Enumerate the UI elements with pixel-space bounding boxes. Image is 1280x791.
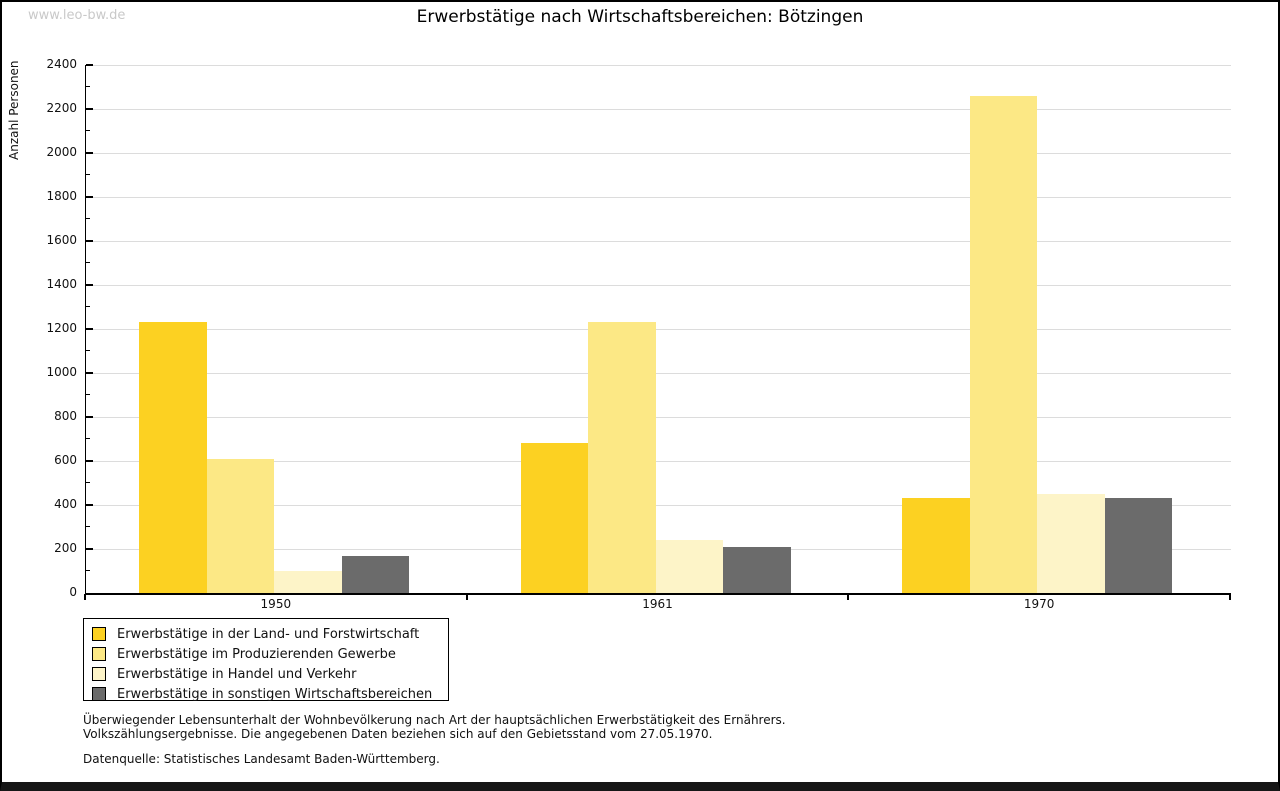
y-axis-major-tick [86, 416, 93, 418]
y-axis-minor-tick [86, 174, 90, 175]
legend-item-1 [92, 624, 448, 644]
chart-title: Erwerbstätige nach Wirtschaftsbereichen: Bötzingen [416, 7, 864, 27]
y-axis-major-tick [86, 108, 93, 110]
legend-label: Erwerbstätige in sonstigen Wirtschaftsbereichen [117, 686, 433, 702]
y-axis-minor-tick [86, 306, 90, 307]
legend-label: Erwerbstätige im Produzierenden Gewerbe [117, 646, 396, 662]
bar-1970-series-1 [902, 498, 970, 593]
y-tick-label: 1200 [46, 321, 77, 335]
gridline [86, 109, 1231, 110]
y-tick-label: 600 [54, 453, 77, 467]
y-axis-major-tick [86, 460, 93, 462]
y-axis-minor-tick [86, 130, 90, 131]
y-axis-minor-tick [86, 438, 90, 439]
legend-swatch-icon [92, 627, 106, 641]
y-axis-major-tick [86, 196, 93, 198]
y-axis-major-tick [86, 64, 93, 66]
y-axis-minor-tick [86, 86, 90, 87]
x-axis-tick [847, 594, 849, 600]
y-axis-minor-tick [86, 526, 90, 527]
y-tick-label: 1400 [46, 277, 77, 291]
plot-area [85, 65, 1231, 595]
y-tick-label: 200 [54, 541, 77, 555]
gridline [86, 65, 1231, 66]
y-axis-major-tick [86, 240, 93, 242]
x-axis-tick [84, 594, 86, 600]
y-axis-major-tick [86, 328, 93, 330]
bar-1950-series-2 [207, 459, 275, 593]
gridline [86, 285, 1231, 286]
y-tick-label: 800 [54, 409, 77, 423]
y-tick-label: 1000 [46, 365, 77, 379]
y-axis-minor-tick [86, 570, 90, 571]
gridline [86, 241, 1231, 242]
bar-1961-series-3 [656, 540, 724, 593]
legend-item-2 [92, 644, 448, 664]
watermark-text: www.leo-bw.de [28, 8, 126, 23]
footnote-text [83, 713, 786, 741]
x-tick-label: 1970 [1023, 597, 1055, 611]
bar-1970-series-4 [1105, 498, 1173, 593]
y-axis-major-tick [86, 152, 93, 154]
y-axis-minor-tick [86, 218, 90, 219]
x-axis-tick [1229, 594, 1231, 600]
gridline [86, 373, 1231, 374]
bar-1961-series-2 [588, 322, 656, 593]
bar-1970-series-2 [970, 96, 1038, 593]
data-source-text: Datenquelle: Statistisches Landesamt Baden-Württemberg. [83, 752, 440, 766]
y-tick-label: 2400 [46, 57, 77, 71]
y-tick-label: 400 [54, 497, 77, 511]
bar-1970-series-3 [1037, 494, 1105, 593]
footnote-line-1: Überwiegender Lebensunterhalt der Wohnbevölkerung nach Art der hauptsächlichen Erwerbstätigkeit des Ernährers. [83, 713, 786, 727]
bar-1950-series-4 [342, 556, 410, 593]
y-axis-label: Anzahl Personen [7, 60, 21, 160]
y-axis-minor-tick [86, 350, 90, 351]
y-axis-minor-tick [86, 482, 90, 483]
bar-1961-series-1 [521, 443, 589, 593]
y-tick-label: 1800 [46, 189, 77, 203]
gridline [86, 153, 1231, 154]
y-tick-label: 2200 [46, 101, 77, 115]
y-axis-major-tick [86, 548, 93, 550]
x-tick-label: 1961 [642, 597, 673, 611]
legend-item-3 [92, 664, 448, 684]
y-axis-major-tick [86, 284, 93, 286]
legend-swatch-icon [92, 667, 106, 681]
y-tick-label: 0 [69, 585, 77, 599]
bar-1950-series-3 [274, 571, 342, 593]
y-axis-major-tick [86, 372, 93, 374]
gridline [86, 417, 1231, 418]
x-axis-tick [466, 594, 468, 600]
y-tick-label: 2000 [46, 145, 77, 159]
legend-item-4 [92, 684, 448, 704]
bar-1961-series-4 [723, 547, 791, 593]
x-tick-label: 1950 [260, 597, 292, 611]
y-axis-minor-tick [86, 262, 90, 263]
legend-swatch-icon [92, 687, 106, 701]
legend-label: Erwerbstätige in der Land- und Forstwirtschaft [117, 626, 420, 642]
bar-1950-series-1 [139, 322, 207, 593]
gridline [86, 329, 1231, 330]
legend-label: Erwerbstätige in Handel und Verkehr [117, 666, 357, 682]
gridline [86, 197, 1231, 198]
y-axis-minor-tick [86, 394, 90, 395]
legend-box [83, 618, 449, 701]
y-axis-major-tick [86, 504, 93, 506]
y-tick-label: 1600 [46, 233, 77, 247]
legend-swatch-icon [92, 647, 106, 661]
footnote-line-2: Volkszählungsergebnisse. Die angegebenen Daten beziehen sich auf den Gebietsstand vom 27.05.1970. [83, 727, 713, 741]
